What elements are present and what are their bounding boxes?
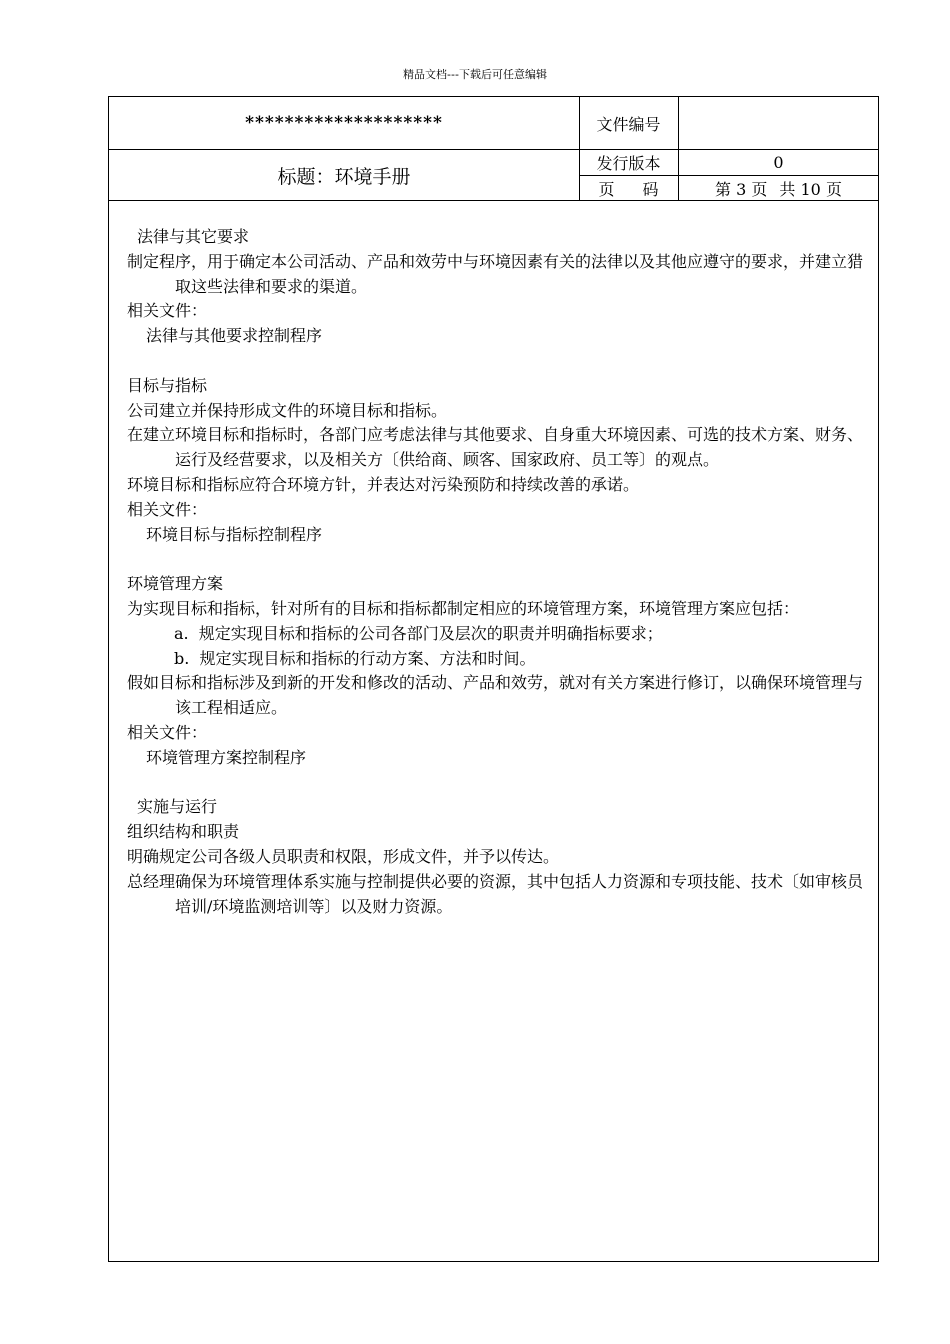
paragraph: 为实现目标和指标，针对所有的目标和指标都制定相应的环境管理方案，环境管理方案应包括： [127, 598, 800, 618]
version-value: 0 [773, 152, 784, 172]
related-doc: 环境目标与指标控制程序 [146, 524, 323, 544]
doc-number-value [678, 97, 879, 149]
section-heading: 法律与其它要求 [137, 227, 250, 246]
list-marker: b. [174, 648, 190, 668]
document-frame [108, 96, 879, 1262]
watermark-text: 精品文档---下载后可任意编辑 [403, 68, 547, 81]
page-number [678, 175, 879, 201]
paragraph: 制定程序，用于确定本公司活动、产品和效劳中与环境因素有关的法律以及其他应遵守的要求，并建立猎取这些法律和要求的渠道。 [127, 251, 864, 296]
list-item-text: 规定实现目标和指标的公司各部门及层次的职责并明确指标要求； [198, 623, 663, 643]
paragraph: 假如目标和指标涉及到新的开发和修改的活动、产品和效劳，就对有关方案进行修订，以确保环境管理与该工程相适应。 [127, 673, 864, 718]
document-title: 标题：环境手册 [277, 165, 411, 188]
list-marker: a. [174, 623, 189, 643]
page-total: 共 10 页 [779, 179, 842, 199]
doc-number-label: 文件编号 [596, 114, 661, 134]
list-item [127, 647, 867, 672]
version-label: 发行版本 [596, 153, 661, 173]
page-label-part: 码 [642, 179, 659, 199]
section-heading: 实施与运行 [137, 797, 218, 817]
related-docs-label: 相关文件： [127, 722, 208, 742]
related-doc: 环境管理方案控制程序 [146, 747, 307, 767]
page-current: 第 3 页 [715, 179, 768, 199]
paragraph: 在建立环境目标和指标时，各部门应考虑法律与其他要求、自身重大环境因素、可选的技术方案、财务、运行及经营要求，以及相关方〔供给商、顾客、国家政府、员工等〕的观点。 [127, 425, 864, 470]
subsection-heading: 组织结构和职责 [127, 822, 240, 842]
related-doc: 法律与其他要求控制程序 [146, 326, 323, 346]
paragraph: 环境目标和指标应符合环境方针，并表达对污染预防和持续改善的承诺。 [127, 474, 640, 494]
company-name-placeholder: ******************** [245, 113, 443, 133]
paragraph: 明确规定公司各级人员职责和权限，形成文件，并予以传达。 [127, 846, 560, 866]
document-header-table [109, 97, 878, 201]
related-docs-label: 相关文件： [127, 301, 208, 321]
list-item [127, 622, 867, 647]
document-body [127, 225, 867, 919]
list-item-text: 规定实现目标和指标的行动方案、方法和时间。 [199, 648, 536, 668]
paragraph: 公司建立并保持形成文件的环境目标和指标。 [127, 400, 448, 420]
related-docs-label: 相关文件： [127, 499, 208, 519]
paragraph: 总经理确保为环境管理体系实施与控制提供必要的资源，其中包括人力资源和专项技能、技术〔如审核员培训/环境监测培训等〕以及财力资源。 [127, 871, 864, 916]
page-label-part: 页 [598, 179, 615, 199]
page-label [579, 175, 678, 201]
section-heading: 环境管理方案 [127, 574, 224, 594]
section-heading: 目标与指标 [127, 375, 208, 395]
